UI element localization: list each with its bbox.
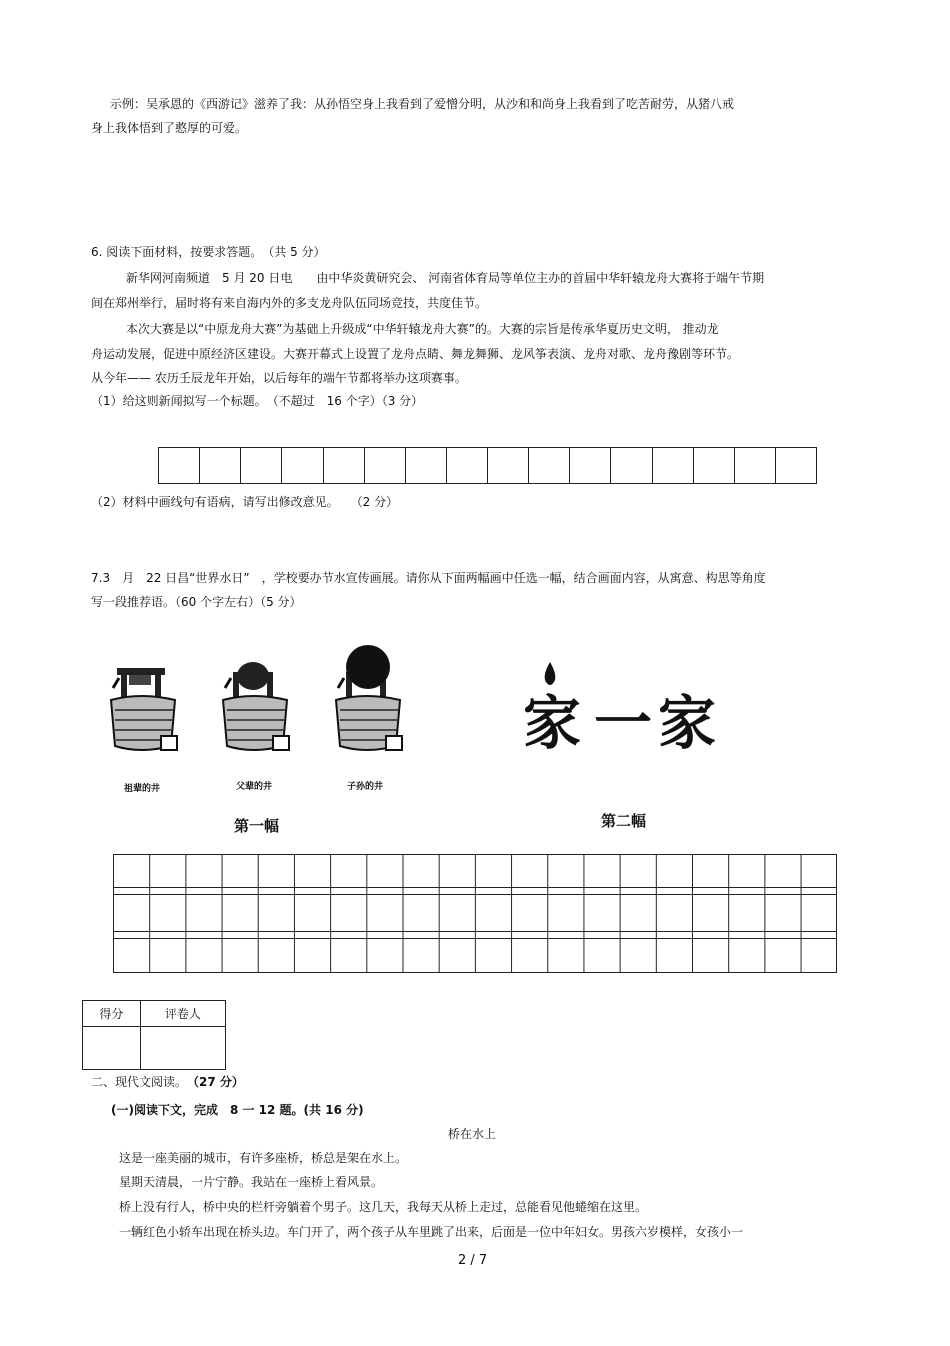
grader-header: 评卷人 <box>140 1001 225 1027</box>
answer-box[interactable] <box>241 448 282 484</box>
calligraphy-char-3: 家 <box>658 689 717 757</box>
section-2-points: （27 分） <box>193 1075 244 1089</box>
answer-box[interactable] <box>693 448 734 484</box>
well-illustration-3 <box>330 645 410 758</box>
reading-sub-heading: (一)阅读下文，完成 8 一 12 题。(共 16 分) <box>111 1103 364 1117</box>
example-line-2: 身上我体悟到了憨厚的可爱。 <box>91 121 248 135</box>
calligraphy-char-2: 一 <box>594 689 653 757</box>
q6-paragraph-2a: 本次大赛是以“中原龙舟大赛”为基础上升级成“中华轩辕龙舟大赛”的。大赛的宗旨是传承华夏历史文明， 推动龙 <box>126 322 719 336</box>
story-line: 一辆红色小轿车出现在桥头边。车门开了，两个孩子从车里跳了出来，后面是一位中年妇女。男孩六岁模样，女孩小一 <box>119 1225 744 1239</box>
answer-box[interactable] <box>200 448 241 484</box>
page-number: 2 / 7 <box>458 1253 488 1268</box>
q6-paragraph-2b: 舟运动发展，促进中原经济区建设。大赛开幕式上设置了龙舟点睛、舞龙舞狮、龙风筝表演、龙舟对歌、龙舟豫剧等环节。 <box>91 347 740 361</box>
answer-box[interactable] <box>529 448 570 484</box>
answer-box[interactable] <box>570 448 611 484</box>
calligraphy-char-1: 家 <box>523 689 582 757</box>
answer-box[interactable] <box>652 448 693 484</box>
well-caption-2: 父辈的井 <box>236 782 273 792</box>
answer-box[interactable] <box>775 448 816 484</box>
section-2-heading <box>91 1074 244 1090</box>
q6-paragraph-1b: 间在郑州举行，届时将有来自海内外的多支龙舟队伍同场竞技，共度佳节。 <box>91 296 488 310</box>
q6-paragraph-3: 从今年—— 农历壬辰龙年开始，以后每年的端午节都将举办这项赛事。 <box>91 371 467 385</box>
answer-box[interactable] <box>282 448 323 484</box>
story-line: 这是一座美丽的城市，有许多座桥，桥总是架在水上。 <box>119 1151 408 1165</box>
q7-line-2: 写一段推荐语。（60 个字左右）（5 分） <box>91 595 302 609</box>
story-line: 星期天清晨，一片宁静。我站在一座桥上看风景。 <box>119 1175 384 1189</box>
story-title: 桥在水上 <box>448 1127 497 1141</box>
figure-2-title: 第二幅 <box>601 812 647 830</box>
answer-box[interactable] <box>446 448 487 484</box>
q6-sub-question-1: （1）给这则新闻拟写一个标题。 （不超过 16 个字）（3 分） <box>91 394 424 408</box>
score-table <box>82 1000 226 1070</box>
grader-cell[interactable] <box>140 1027 225 1070</box>
score-header: 得分 <box>83 1001 141 1027</box>
title-answer-grid[interactable] <box>158 447 817 484</box>
well-illustration-2 <box>217 658 297 758</box>
story-line: 桥上没有行人，桥中央的栏杆旁躺着个男子。这几天，我每天从桥上走过，总能看见他蜷缩在这里。 <box>119 1200 648 1214</box>
example-line-1: 示例：吴承恩的《西游记》滋养了我：从孙悟空身上我看到了爱憎分明，从沙和和尚身上我看到了吃苦耐劳，从猪八戒 <box>110 97 735 111</box>
q6-paragraph-1a: 新华网河南频道 5 月 20 日电 由中华炎黄研究会、 河南省体育局等单位主办的首届中华轩辕龙舟大赛将于端午节期 <box>126 271 765 285</box>
well-illustration-1 <box>105 658 185 758</box>
score-cell[interactable] <box>83 1027 141 1070</box>
section-2-title: 二、现代文阅读。 <box>91 1075 188 1089</box>
figure-1-title: 第一幅 <box>234 817 280 835</box>
answer-box[interactable] <box>734 448 775 484</box>
answer-box[interactable] <box>323 448 364 484</box>
q6-sub-question-2: （2）材料中画线句有语病，请写出修改意见。 （2 分） <box>91 495 399 509</box>
answer-box[interactable] <box>364 448 405 484</box>
recommendation-answer-grid[interactable] <box>113 854 837 973</box>
q7-line-1: 7.3 月 22 日昌“世界水日” ，学校要办节水宣传画展。请你从下面两幅画中任选一幅，结合画面内容，从寓意、构思等角度 <box>91 571 766 585</box>
q6-heading: 6. 阅读下面材料，按要求答题。 （共 5 分） <box>91 245 326 259</box>
answer-box[interactable] <box>405 448 446 484</box>
well-caption-1: 祖辈的井 <box>124 784 161 794</box>
answer-box[interactable] <box>488 448 529 484</box>
answer-box[interactable] <box>159 448 200 484</box>
well-caption-3: 子孙的井 <box>347 782 384 792</box>
answer-box[interactable] <box>611 448 652 484</box>
